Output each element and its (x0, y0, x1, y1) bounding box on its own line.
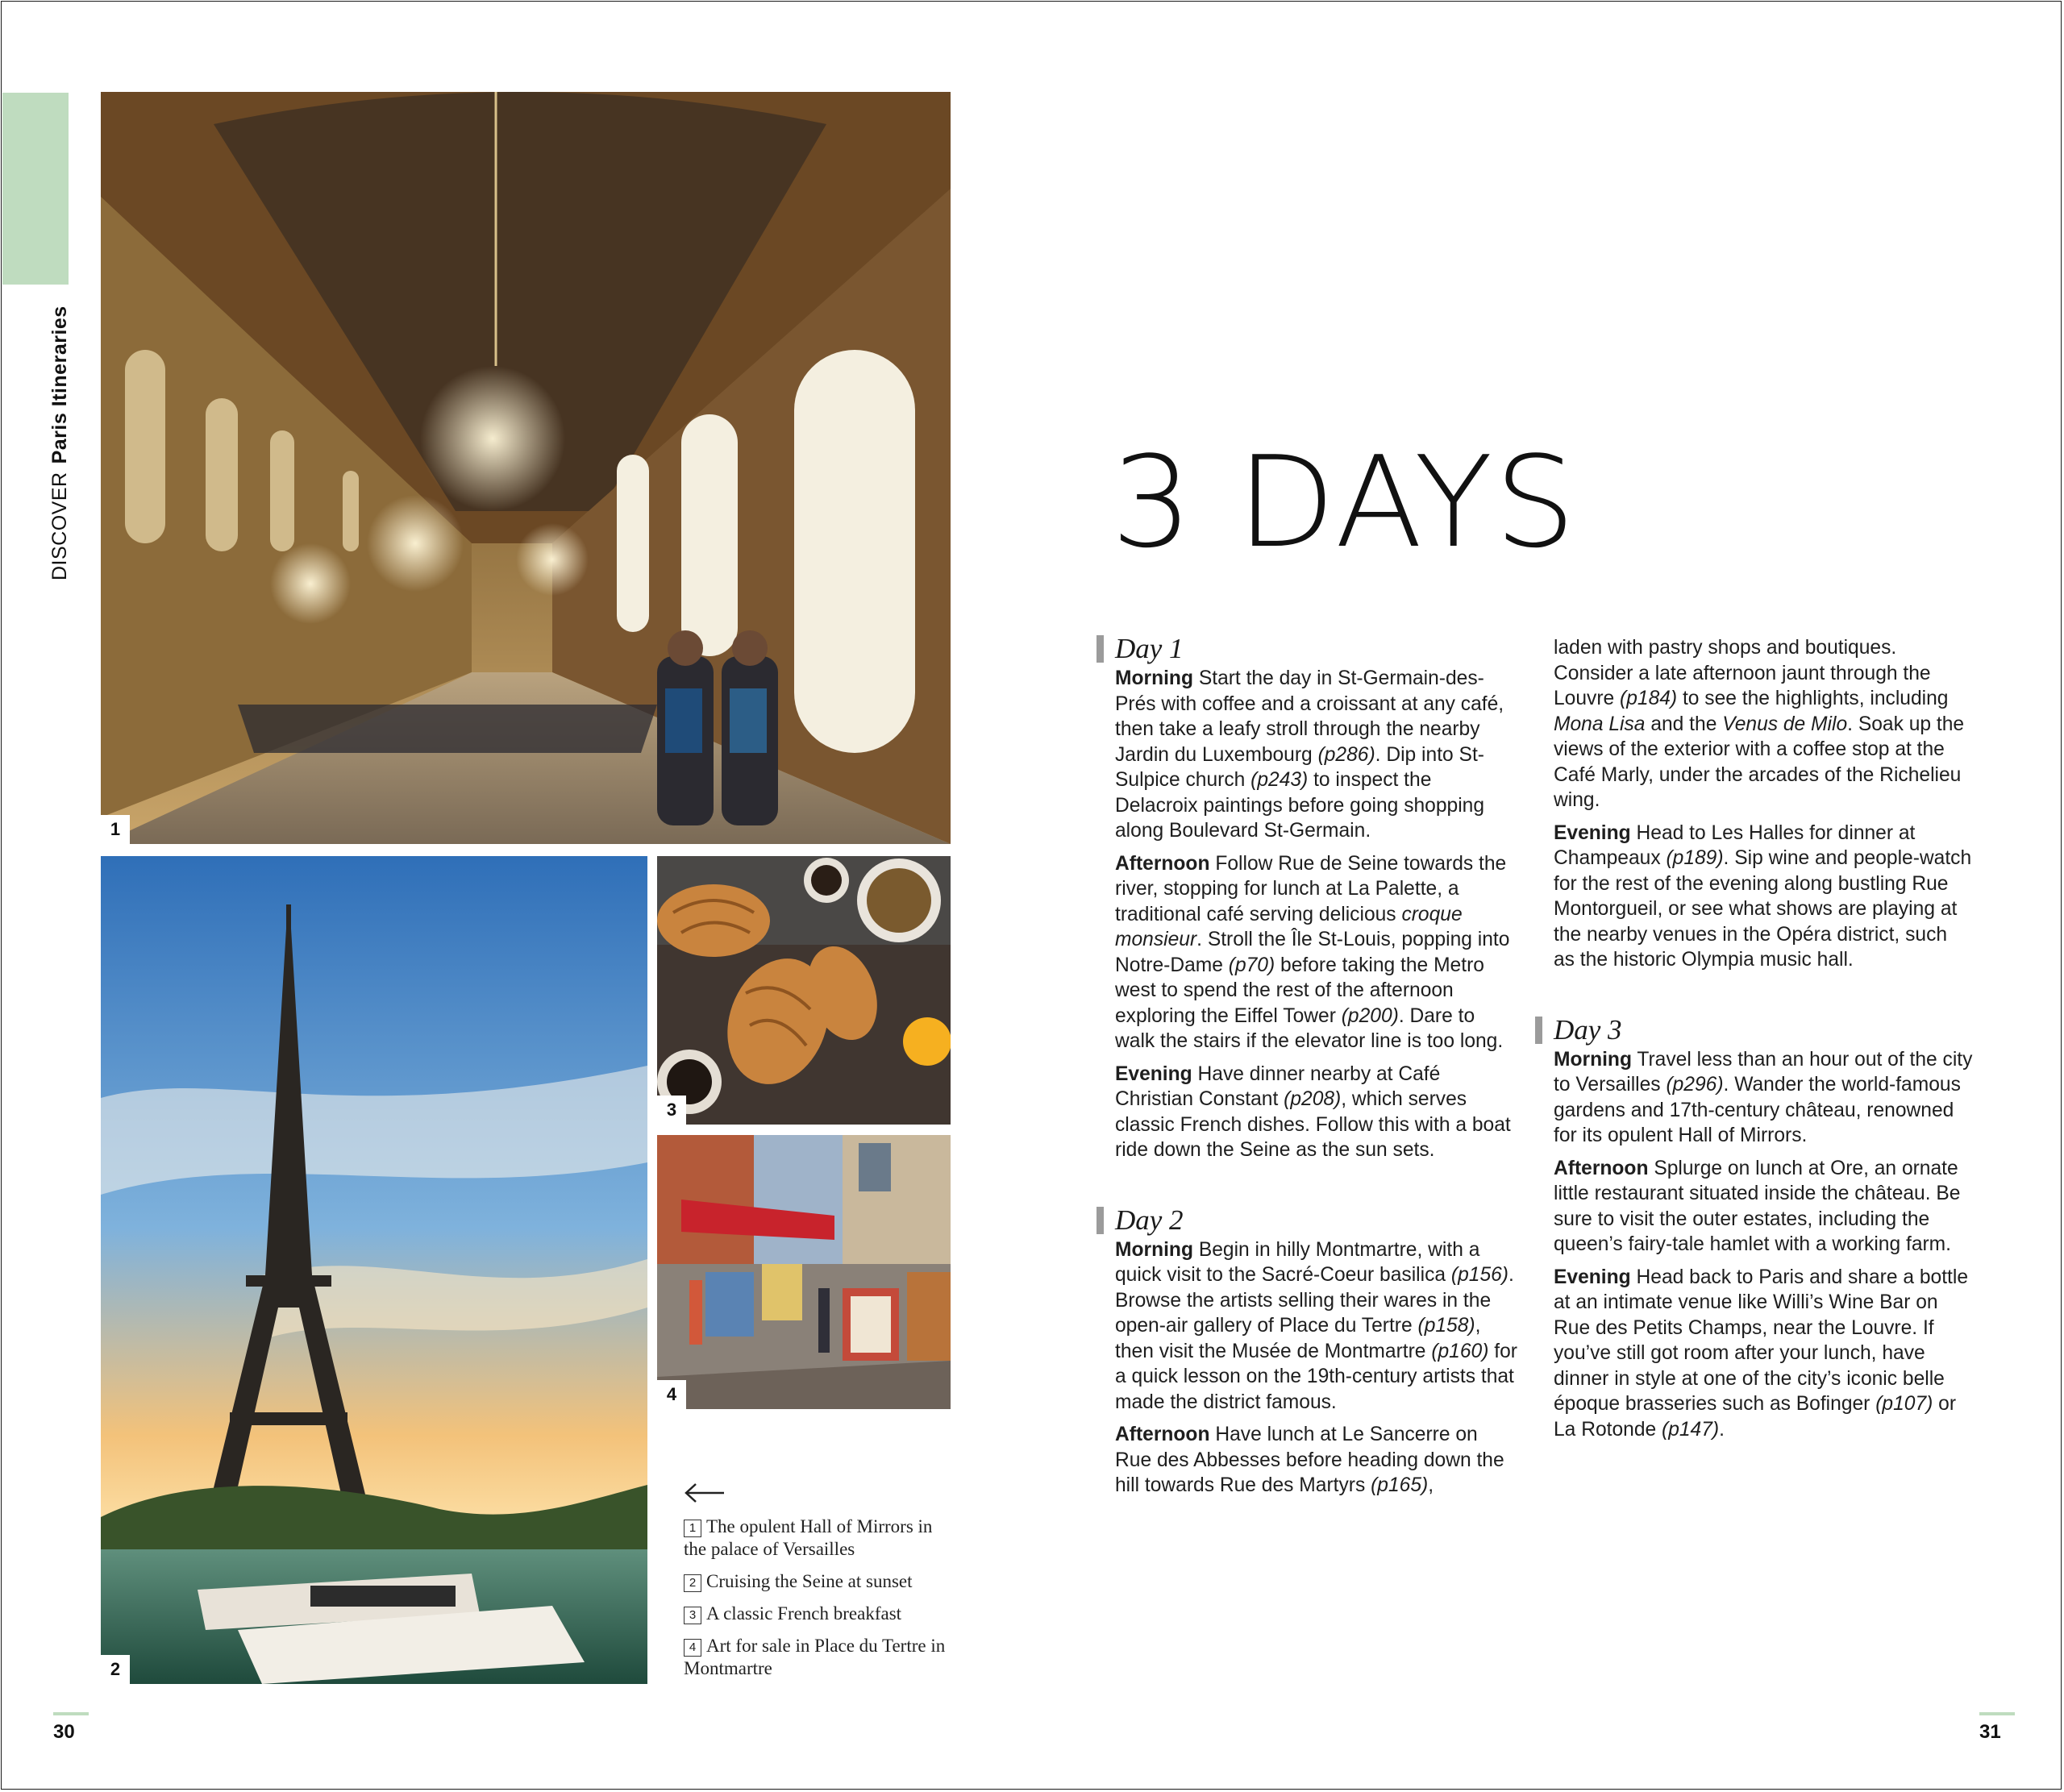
arrow-left-icon (684, 1482, 726, 1504)
montmartre-art-stalls-photo (657, 1135, 951, 1409)
day-1-evening: Evening Have dinner nearby at Café Christian Constant (p208), which serves classic French dishes. Follow this with a boat ride down the Seine as the sun sets. (1115, 1062, 1511, 1161)
photo-number: 4 (657, 1380, 686, 1409)
day-3-morning: Morning Travel less than an hour out of the city to Versailles (p296). Wander the world-famous gardens and 17th-century château, renowned for its opulent Hall of Mirrors. (1554, 1048, 1973, 1146)
caption-number: 3 (684, 1607, 701, 1624)
section-label-name: Paris Itineraries (48, 306, 71, 464)
day-heading: Day 2 (1096, 1207, 1518, 1234)
text-column-2 (1554, 635, 1973, 1449)
caption-text: Art for sale in Place du Tertre in Montmartre (684, 1636, 946, 1678)
caption-item (684, 1516, 958, 1561)
eiffel-tower-seine-photo (101, 856, 647, 1684)
day-heading: Day 3 (1535, 1017, 1973, 1044)
photo-number: 2 (101, 1655, 130, 1684)
caption-item (684, 1570, 958, 1593)
day-3-afternoon: Afternoon Splurge on lunch at Ore, an ornate little restaurant situated inside the château. Be sure to visit the outer estates, including the queen’s fairy-tale hamlet with a working farm. (1554, 1157, 1961, 1255)
day-2-evening: Evening Head to Les Halles for dinner at Champeaux (p189). Sip wine and people-watch for the rest of the evening along bustling Rue Montorgueil, or see what shows are playing at the nearby venues in the Opéra district, such as the historic Olympia music hall. (1554, 821, 1972, 971)
caption-number: 2 (684, 1574, 701, 1592)
section-label (48, 306, 72, 580)
day-2-afternoon: Afternoon Have lunch at Le Sancerre on Rue des Abbesses before heading down the hill towards Rue des Martyrs (p165), (1115, 1424, 1504, 1496)
day-2-morning: Morning Begin in hilly Montmartre, with a quick visit to the Sacré-Coeur basilica (p156). Browse the artists selling their wares in the open-air gallery of Place du Tertre (p158), then visit the Musée de Montmartre (p160) for a quick lesson on the 19th-century artists that made the district famous. (1115, 1238, 1517, 1413)
day-1-afternoon: Afternoon Follow Rue de Seine towards the river, stopping for lunch at La Palette, a traditional café serving delicious croque monsieur. Stroll the Île St-Louis, popping into Notre-Dame (p70) before taking the Metro west to spend the rest of the afternoon exploring the Eiffel Tower (p200). Dare to walk the stairs if the elevator line is too long. (1115, 852, 1510, 1052)
caption-text: The opulent Hall of Mirrors in the palace of Versailles (684, 1516, 933, 1559)
day-heading: Day 1 (1096, 635, 1518, 663)
caption-text: Cruising the Seine at sunset (706, 1571, 913, 1591)
caption-item (684, 1635, 958, 1680)
page-title: 3 DAYS (1111, 429, 1578, 576)
caption-number: 4 (684, 1639, 701, 1657)
text-column-1 (1115, 635, 1518, 1506)
section-label-discover: DISCOVER (48, 472, 71, 580)
croissant-breakfast-photo (657, 856, 951, 1125)
day-2-afternoon-continued: laden with pastry shops and boutiques. Consider a late afternoon jaunt through the Louvre (p184) to see the highlights, including Mona Lisa and the Venus de Milo. Soak up the views of the exterior with a coffee stop at the Café Marly, under the arcades of the Richelieu wing. (1554, 637, 1965, 811)
photo-number: 3 (657, 1096, 686, 1125)
page-number-right: 31 (1979, 1721, 2001, 1744)
hall-of-mirrors-photo (101, 92, 951, 844)
caption-item (684, 1603, 958, 1625)
caption-text: A classic French breakfast (706, 1603, 902, 1624)
section-tab (2, 93, 69, 285)
caption-number: 1 (684, 1520, 701, 1537)
page-number-left: 30 (53, 1721, 75, 1744)
day-1-morning: Morning Start the day in St-Germain-des-Prés with coffee and a croissant at any café, then take a leafy stroll through the nearby Jardin du Luxembourg (p286). Dip into St-Sulpice church (p243) to inspect the Delacroix paintings before going shopping along Boulevard St-Germain. (1115, 667, 1504, 842)
photo-captions (684, 1516, 958, 1690)
photo-number: 1 (101, 815, 130, 844)
day-3-evening: Evening Head back to Paris and share a bottle at an intimate venue like Willi’s Wine Bar on Rue des Petits Champs, near the Louvre. If you’ve still got room after your lunch, have dinner in style at one of the city’s iconic belle époque brasseries such as Bofinger (p107) or La Rotonde (p147). (1554, 1266, 1969, 1441)
